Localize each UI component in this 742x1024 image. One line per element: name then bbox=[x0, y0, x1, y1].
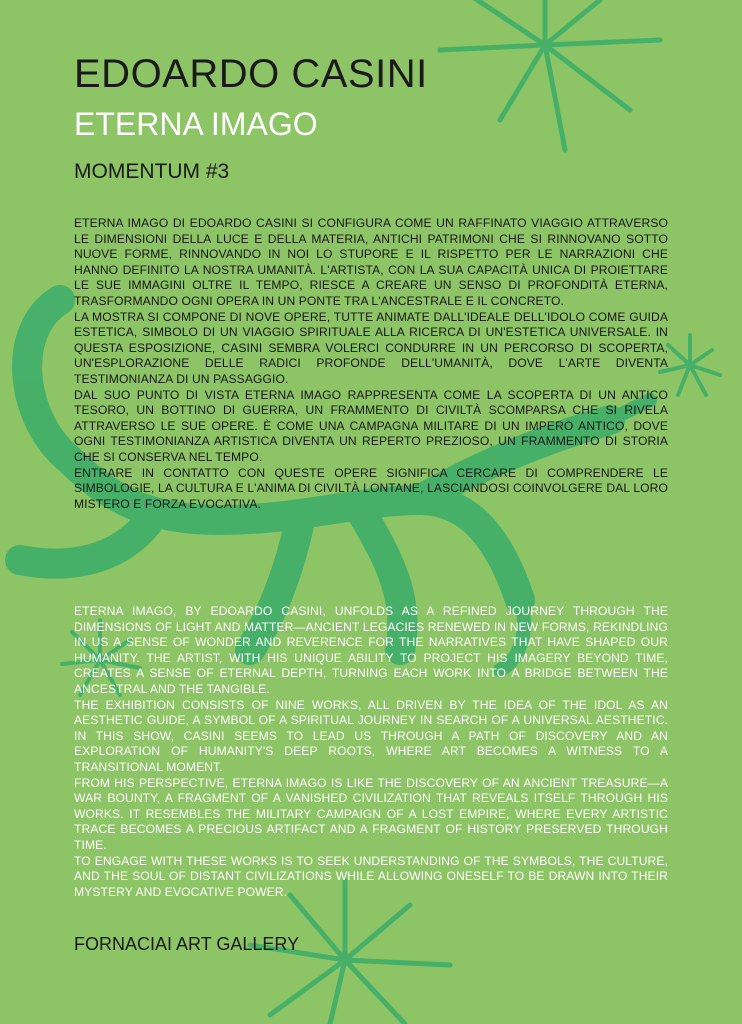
star-burst-top-icon bbox=[440, 0, 660, 150]
english-text-block bbox=[74, 604, 668, 900]
exhibition-title: ETERNA IMAGO bbox=[74, 106, 318, 142]
italian-paragraph-4: ENTRARE IN CONTATTO CON QUESTE OPERE SIGNIFICA CERCARE DI COMPRENDERE LE SIMBOLOGIE, LA CULTURA E L'ANIMA DI CIVILTÀ LONTANE, LASCIANDOSI COINVOLGERE DAL LORO MISTERO E FORZA EVOCATIVA. bbox=[74, 465, 668, 511]
italian-text-block bbox=[74, 216, 668, 512]
small-star-right-icon bbox=[660, 335, 720, 395]
italian-paragraph-3: DAL SUO PUNTO DI VISTA ETERNA IMAGO RAPPRESENTA COME LA SCOPERTA DI UN ANTICO TESORO, UN BOTTINO DI GUERRA, UN FRAMMENTO DI CIVILTÀ SCOMPARSA CHE SI RIVELA ATTRAVERSO LE SUE OPERE. È COME UNA CAMPAGNA MILITARE DI UN IMPERO ANTICO, DOVE OGNI TESTIMONIANZA ARTISTICA DIVENTA UN REPERTO PREZIOSO, UN FRAMMENTO DI STORIA CHE SI CONSERVA NEL TEMPO. bbox=[74, 387, 668, 464]
english-paragraph-1: ETERNA IMAGO, BY EDOARDO CASINI, UNFOLDS AS A REFINED JOURNEY THROUGH THE DIMENSIONS OF LIGHT AND MATTER—ANCIENT LEGACIES RENEWED IN NEW FORMS, REKINDLING IN US A SENSE OF WONDER AND REVERENCE FOR THE NARRATIVES THAT HAVE SHAPED OUR HUMANITY. THE ARTIST, WITH HIS UNIQUE ABILITY TO PROJECT HIS IMAGERY BEYOND TIME, CREATES A SENSE OF ETERNAL DEPTH, TURNING EACH WORK INTO A BRIDGE BETWEEN THE ANCESTRAL AND THE TANGIBLE. bbox=[74, 604, 668, 696]
gallery-name: FORNACIAI ART GALLERY bbox=[74, 934, 300, 954]
english-paragraph-3: FROM HIS PERSPECTIVE, ETERNA IMAGO IS LIKE THE DISCOVERY OF AN ANCIENT TREASURE—A WAR BOUNTY, A FRAGMENT OF A VANISHED CIVILIZATION THAT REVEALS ITSELF THROUGH HIS WORKS. IT RESEMBLES THE MILITARY CAMPAIGN OF A LOST EMPIRE, WHERE EVERY ARTISTIC TRACE BECOMES A PRECIOUS ARTIFACT AND A FRAGMENT OF HISTORY PRESERVED THROUGH TIME. bbox=[74, 775, 668, 852]
exhibition-subtitle: MOMENTUM #3 bbox=[74, 160, 230, 183]
artist-name: EDOARDO CASINI bbox=[74, 52, 428, 96]
english-paragraph-4: TO ENGAGE WITH THESE WORKS IS TO SEEK UNDERSTANDING OF THE SYMBOLS, THE CULTURE, AND THE SOUL OF DISTANT CIVILIZATIONS WHILE ALLOWING ONESELF TO BE DRAWN INTO THEIR MYSTERY AND EVOCATIVE POWER. bbox=[74, 853, 668, 899]
italian-paragraph-2: LA MOSTRA SI COMPONE DI NOVE OPERE, TUTTE ANIMATE DALL'IDEALE DELL'IDOLO COME GUIDA ESTETICA, SIMBOLO DI UN VIAGGIO SPIRITUALE ALLA RICERCA DI UN'ESTETICA UNIVERSALE. IN QUESTA ESPOSIZIONE, CASINI SEMBRA VOLERCI CONDURRE IN UN PERCORSO DI SCOPERTA, UN'ESPLORAZIONE DELLE RADICI PROFONDE DELL'UMANITÀ, DOVE L'ARTE DIVENTA TESTIMONIANZA DI UN PASSAGGIO. bbox=[74, 309, 668, 386]
italian-paragraph-1: ETERNA IMAGO DI EDOARDO CASINI SI CONFIGURA COME UN RAFFINATO VIAGGIO ATTRAVERSO LE DIMENSIONI DELLA LUCE E DELLA MATERIA, ANTICHI PATRIMONI CHE SI RINNOVANO SOTTO NUOVE FORME, RINNOVANDO IN NOI LO STUPORE E IL RISPETTO PER LE NARRAZIONI CHE HANNO DEFINITO LA NOSTRA UMANITÀ. L'ARTISTA, CON LA SUA CAPACITÀ UNICA DI PROIETTARE LE SUE IMMAGINI OLTRE IL TEMPO, RIESCE A CREARE UN SENSO DI PROFONDITÀ ETERNA, TRASFORMANDO OGNI OPERA IN UN PONTE TRA L'ANCESTRALE E IL CONCRETO. bbox=[74, 216, 668, 308]
english-paragraph-2: THE EXHIBITION CONSISTS OF NINE WORKS, ALL DRIVEN BY THE IDEA OF THE IDOL AS AN AESTHETIC GUIDE, A SYMBOL OF A SPIRITUAL JOURNEY IN SEARCH OF A UNIVERSAL AESTHETIC. IN THIS SHOW, CASINI SEEMS TO LEAD US THROUGH A PATH OF DISCOVERY AND AN EXPLORATION OF HUMANITY'S DEEP ROOTS, WHERE ART BECOMES A WITNESS TO A TRANSITIONAL MOMENT. bbox=[74, 697, 668, 774]
